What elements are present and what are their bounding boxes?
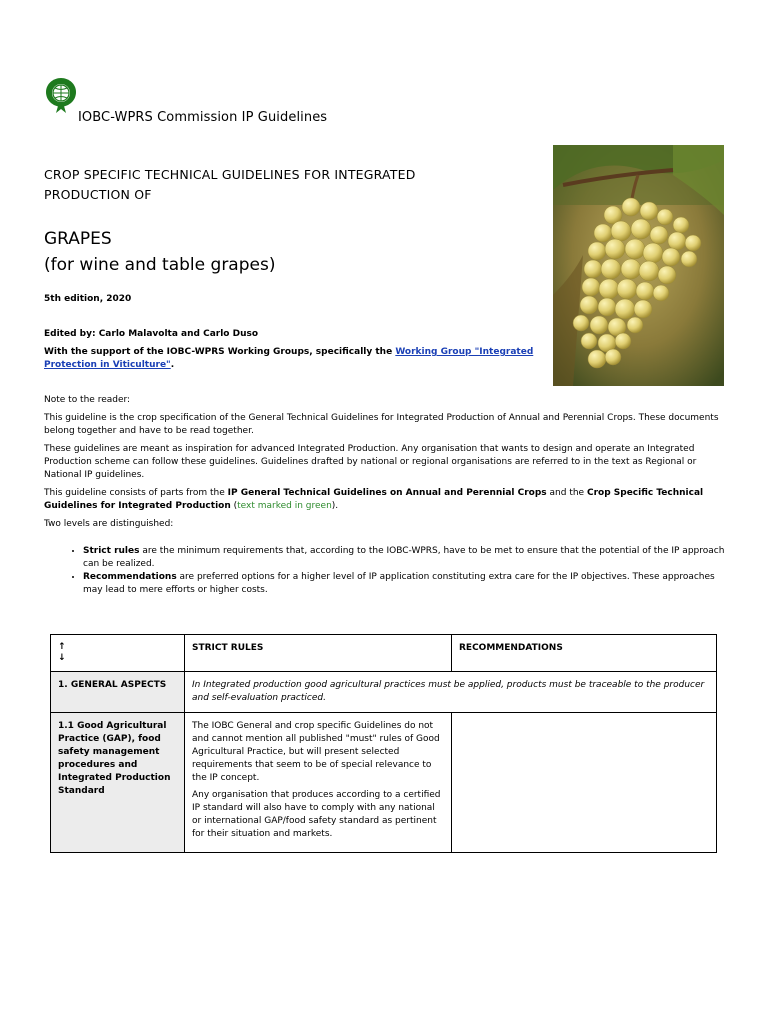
table-header-row <box>51 635 717 672</box>
level-term: Recommendations <box>83 572 177 582</box>
table-row <box>51 672 717 713</box>
subsection-label: 1.1 Good Agricultural Practice (GAP), food safety management procedures and Integrated Production Standard <box>51 713 185 853</box>
general-guidelines-ref: IP General Technical Guidelines on Annual and Perennial Crops <box>227 488 547 498</box>
heading-line-2: PRODUCTION OF <box>44 187 152 202</box>
header-strict-rules: STRICT RULES <box>185 635 452 672</box>
editors: Edited by: Carlo Malavolta and Carlo Duso <box>44 329 259 339</box>
reader-notes <box>44 394 724 536</box>
crop-subtitle: (for wine and table grapes) <box>44 255 276 275</box>
table-row <box>51 713 717 853</box>
header-recommendations: RECOMMENDATIONS <box>452 635 717 672</box>
grapes-photo <box>553 145 724 386</box>
support-prefix: With the support of the IOBC-WPRS Working Groups, specifically the <box>44 347 396 357</box>
support-suffix: . <box>170 360 175 370</box>
note-text: and the <box>546 488 587 498</box>
section-description: In Integrated production good agricultural practices must be applied, products must be traceable to the producer and self-evaluation practiced. <box>185 672 717 713</box>
recommendations-cell <box>452 713 717 853</box>
green-text-legend: text marked in green <box>237 501 332 511</box>
heading-line-1: CROP SPECIFIC TECHNICAL GUIDELINES FOR INTEGRATED <box>44 167 416 182</box>
level-text: are preferred options for a higher level of IP application constituting extra care for the IP objectives. These approaches may lead to mere efforts or higher costs. <box>83 572 715 595</box>
list-item <box>83 571 735 597</box>
support-statement <box>44 346 544 372</box>
sort-arrows-icon: ↑ ↓ <box>51 635 185 672</box>
strict-rule-paragraph: Any organisation that produces according to a certified IP standard will also have to comply with any national or international GAP/food safety standard as pertinent for their situation and markets. <box>192 790 441 839</box>
note-text: ). <box>331 501 339 511</box>
note-paragraph-3 <box>44 487 724 513</box>
edition: 5th edition, 2020 <box>44 294 132 304</box>
note-text: This guideline consists of parts from the <box>44 488 228 498</box>
note-paragraph-4: Two levels are distinguished: <box>44 519 174 529</box>
working-group-link[interactable]: Working Group "Integrated Protection in Viticulture" <box>44 347 534 370</box>
iobc-logo-icon <box>43 76 79 114</box>
guidelines-table <box>50 634 717 853</box>
list-item <box>83 545 735 571</box>
org-title: IOBC-WPRS Commission IP Guidelines <box>78 110 328 125</box>
note-paragraph-1: This guideline is the crop specification of the General Technical Guidelines for Integrated Production of Annual and Perennial Crops. These documents belong together and have to be read together. <box>44 413 719 436</box>
section-label: 1. GENERAL ASPECTS <box>51 672 185 713</box>
note-text: ( <box>230 501 238 511</box>
crop-guidelines-ref: Crop Specific Technical Guidelines for Integrated Production <box>44 488 704 511</box>
levels-list <box>70 545 735 597</box>
guideline-heading <box>44 165 514 205</box>
strict-rule-paragraph: The IOBC General and crop specific Guidelines do not and cannot mention all published "must" rules of Good Agricultural Practice, but will present selected requirements that seem to be of special relevance to the IP concept. <box>192 721 440 783</box>
crop-name: GRAPES <box>44 229 112 249</box>
strict-rules-cell <box>185 713 452 853</box>
level-text: are the minimum requirements that, according to the IOBC-WPRS, have to be met to ensure that the potential of the IP approach can be realized. <box>83 546 725 569</box>
note-paragraph-2: These guidelines are meant as inspiration for advanced Integrated Production. Any organisation that wants to design and operate an Integrated Production scheme can follow these guidelines. Guidelines drafted by national or regional organisations are referred to in the text as Regional or National IP guidelines. <box>44 444 697 480</box>
note-heading: Note to the reader: <box>44 395 131 405</box>
crop-title <box>44 226 275 278</box>
level-term: Strict rules <box>83 546 140 556</box>
